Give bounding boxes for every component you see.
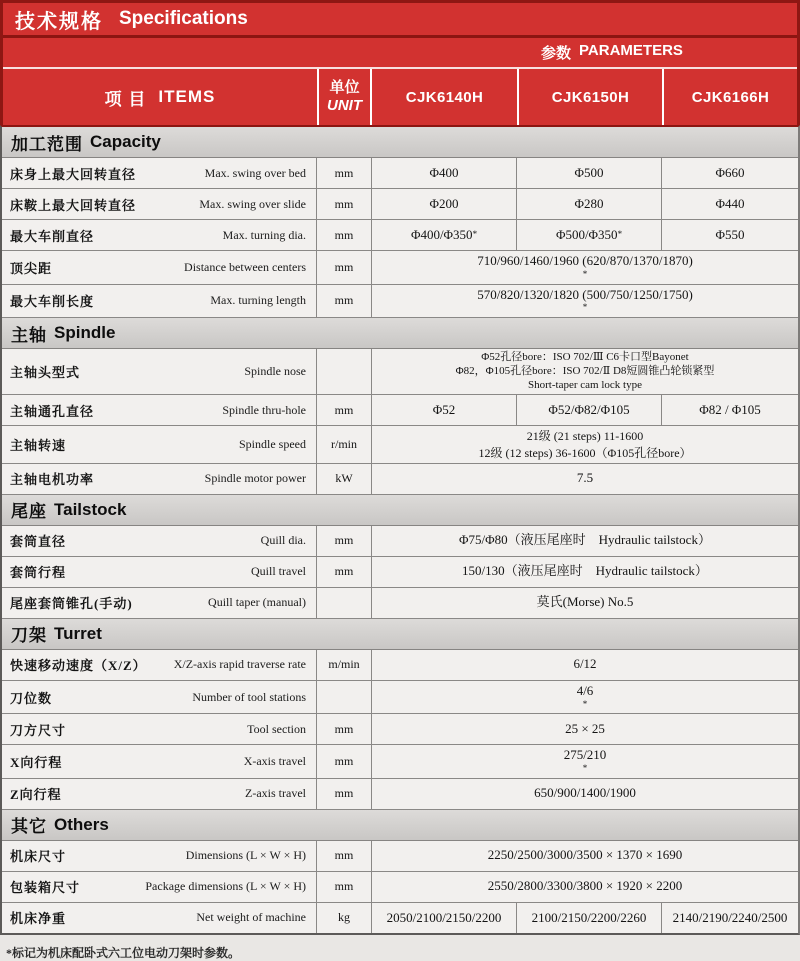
spec-unit-cell: mm bbox=[316, 251, 371, 284]
spec-item-label-zh: X向行程 bbox=[10, 755, 63, 771]
parameters-label-en: PARAMETERS bbox=[579, 42, 683, 59]
spec-item-cell bbox=[2, 650, 316, 680]
spec-item-label-zh: 主轴头型式 bbox=[10, 365, 81, 381]
spec-item-label-en: X/Z-axis rapid traverse rate bbox=[173, 657, 306, 672]
parameters-banner bbox=[3, 38, 797, 69]
page-title-en: Specifications bbox=[119, 8, 248, 29]
spec-row bbox=[2, 189, 798, 220]
spec-item-cell bbox=[2, 588, 316, 618]
spec-unit-cell: r/min bbox=[316, 426, 371, 462]
spec-unit-cell: mm bbox=[316, 526, 371, 556]
section-header bbox=[2, 619, 798, 650]
spec-unit-cell: mm bbox=[316, 872, 371, 902]
spec-item-cell bbox=[2, 285, 316, 318]
spec-value-cell: Φ82 / Φ105 bbox=[661, 395, 798, 425]
spec-value-line: Φ82，Φ105孔径bore：ISO 702/Ⅱ D8短圆锥凸轮锁紧型 bbox=[455, 364, 715, 377]
column-header-items bbox=[3, 69, 317, 125]
spec-value-cell: Φ500/Φ350 * bbox=[516, 220, 661, 250]
spec-item-cell bbox=[2, 779, 316, 809]
spec-value-line: Short-taper cam lock type bbox=[528, 378, 642, 391]
spec-unit-cell: mm bbox=[316, 395, 371, 425]
spec-unit-cell: mm bbox=[316, 557, 371, 587]
spec-value-line: Φ52孔径bore：ISO 702/Ⅲ C6卡口型Bayonet bbox=[481, 351, 689, 364]
spec-unit-cell: mm bbox=[316, 189, 371, 219]
spec-unit-cell: mm bbox=[316, 285, 371, 318]
spec-table-body bbox=[0, 125, 800, 935]
spec-item-label-en: Net weight of machine bbox=[196, 910, 306, 925]
spec-value-cell: 2100/2150/2200/2260 bbox=[516, 903, 661, 933]
spec-unit-cell bbox=[316, 588, 371, 618]
spec-value-cell: Φ500 bbox=[516, 158, 661, 188]
table-header bbox=[0, 0, 800, 125]
spec-item-label-zh: 主轴电机功率 bbox=[10, 472, 95, 488]
spec-unit-cell: m/min bbox=[316, 650, 371, 680]
section-header bbox=[2, 318, 798, 349]
column-header-row bbox=[3, 69, 797, 125]
spec-item-label-en: Quill travel bbox=[251, 564, 306, 579]
spec-value-cell: Φ550 bbox=[661, 220, 798, 250]
spec-value-cell: 2050/2100/2150/2200 bbox=[371, 903, 516, 933]
section-header bbox=[2, 495, 798, 526]
section-title-en: Others bbox=[54, 814, 109, 834]
section-title-zh: 主轴 bbox=[11, 325, 47, 345]
spec-value-cell: 2550/2800/3300/3800 × 1920 × 2200 bbox=[371, 872, 798, 902]
spec-value-cell: 4/6 * bbox=[371, 681, 798, 714]
spec-item-label-en: Distance between centers bbox=[184, 259, 306, 274]
spec-value-cell: 莫氏(Morse) No.5 bbox=[371, 588, 798, 618]
column-header-unit bbox=[317, 69, 372, 125]
spec-item-label-en: Dimensions (L × W × H) bbox=[185, 848, 306, 863]
spec-item-cell bbox=[2, 426, 316, 462]
spec-row bbox=[2, 464, 798, 495]
spec-value-line: 12级 (12 steps) 36-1600（Φ105孔径bore） bbox=[478, 445, 692, 460]
section-header bbox=[2, 810, 798, 841]
spec-row bbox=[2, 285, 798, 319]
spec-item-cell bbox=[2, 681, 316, 714]
spec-value-cell: 275/210 * bbox=[371, 745, 798, 778]
spec-row bbox=[2, 650, 798, 681]
section-title-zh: 刀架 bbox=[11, 626, 47, 646]
spec-item-label-zh: 刀位数 bbox=[10, 690, 53, 706]
asterisk-marker: * bbox=[582, 698, 588, 709]
spec-unit-cell: kg bbox=[316, 903, 371, 933]
spec-item-label-zh: 床身上最大回转直径 bbox=[10, 166, 137, 182]
section-title-en: Spindle bbox=[54, 323, 116, 343]
spec-item-label-zh: 套筒直径 bbox=[10, 534, 67, 550]
spec-item-label-zh: 套筒行程 bbox=[10, 565, 67, 581]
spec-row bbox=[2, 557, 798, 588]
column-header-model-cjk6140h: CJK6140H bbox=[405, 88, 484, 106]
spec-unit-cell bbox=[316, 349, 371, 394]
spec-value-cell: 150/130（液压尾座时 Hydraulic tailstock） bbox=[371, 557, 798, 587]
column-header-model-cjk6150h: CJK6150H bbox=[517, 69, 662, 125]
asterisk-marker: * bbox=[582, 268, 588, 279]
spec-item-cell bbox=[2, 526, 316, 556]
spec-item-label-zh: 刀方尺寸 bbox=[10, 722, 67, 738]
spec-item-cell bbox=[2, 251, 316, 284]
spec-item-label-en: Max. swing over slide bbox=[199, 196, 306, 211]
spec-item-label-zh: 最大车削直径 bbox=[10, 228, 95, 244]
section-title-zh: 尾座 bbox=[11, 502, 47, 522]
section-header bbox=[2, 127, 798, 158]
asterisk-marker: * bbox=[582, 302, 588, 313]
spec-row bbox=[2, 779, 798, 810]
footnote: *标记为机床配卧式六工位电动刀架时参数。 bbox=[6, 945, 241, 960]
spec-row bbox=[2, 395, 798, 426]
spec-item-cell bbox=[2, 872, 316, 902]
spec-value-cell bbox=[371, 426, 798, 462]
spec-value-cell: 2250/2500/3000/3500 × 1370 × 1690 bbox=[371, 841, 798, 871]
spec-item-label-en: X-axis travel bbox=[243, 754, 306, 769]
asterisk-marker: * bbox=[582, 763, 588, 774]
spec-item-cell bbox=[2, 903, 316, 933]
spec-item-label-zh: Z向行程 bbox=[10, 787, 62, 803]
spec-item-label-zh: 包装箱尺寸 bbox=[10, 880, 81, 896]
spec-item-cell bbox=[2, 464, 316, 494]
section-title-en: Capacity bbox=[90, 132, 161, 151]
spec-item-label-zh: 主轴转速 bbox=[10, 438, 67, 454]
spec-value-cell: 570/820/1320/1820 (500/750/1250/1750) * bbox=[371, 285, 798, 318]
spec-unit-cell: kW bbox=[316, 464, 371, 494]
spec-item-cell bbox=[2, 189, 316, 219]
spec-row bbox=[2, 158, 798, 189]
spec-item-label-en: Spindle nose bbox=[244, 364, 306, 379]
spec-item-label-en: Number of tool stations bbox=[192, 689, 306, 704]
spec-value-cell: 25 × 25 bbox=[371, 714, 798, 744]
spec-row bbox=[2, 872, 798, 903]
spec-unit-cell: mm bbox=[316, 779, 371, 809]
spec-item-cell bbox=[2, 395, 316, 425]
spec-item-label-en: Max. turning dia. bbox=[222, 227, 306, 242]
spec-item-cell bbox=[2, 557, 316, 587]
spec-row bbox=[2, 251, 798, 285]
spec-value-line: 21级 (21 steps) 11-1600 bbox=[526, 429, 644, 444]
spec-value-cell: Φ440 bbox=[661, 189, 798, 219]
spec-value-cell: 6/12 bbox=[371, 650, 798, 680]
spec-unit-cell: mm bbox=[316, 714, 371, 744]
asterisk-marker: * bbox=[617, 229, 623, 239]
spec-row bbox=[2, 426, 798, 463]
spec-value-cell: Φ200 bbox=[371, 189, 516, 219]
spec-item-label-zh: 最大车削长度 bbox=[10, 294, 95, 310]
spec-value-cell: Φ400 bbox=[371, 158, 516, 188]
parameters-label-zh: 参数 bbox=[541, 45, 572, 62]
section-title-zh: 加工范围 bbox=[11, 134, 83, 154]
spec-item-label-en: Max. turning length bbox=[210, 293, 306, 308]
spec-row bbox=[2, 220, 798, 251]
spec-value-cell: 7.5 bbox=[371, 464, 798, 494]
spec-item-cell bbox=[2, 220, 316, 250]
spec-item-cell bbox=[2, 158, 316, 188]
spec-item-label-zh: 主轴通孔直径 bbox=[10, 403, 95, 419]
spec-item-label-en: Package dimensions (L × W × H) bbox=[145, 879, 306, 894]
spec-row bbox=[2, 841, 798, 872]
spec-unit-cell bbox=[316, 681, 371, 714]
spec-value-cell: Φ52/Φ82/Φ105 bbox=[516, 395, 661, 425]
spec-row bbox=[2, 714, 798, 745]
spec-unit-cell: mm bbox=[316, 158, 371, 188]
spec-item-label-en: Z-axis travel bbox=[245, 786, 306, 801]
page-title-zh: 技术规格 bbox=[15, 10, 103, 33]
spec-item-label-zh: 床鞍上最大回转直径 bbox=[10, 197, 137, 213]
section-title-en: Turret bbox=[54, 623, 102, 643]
spec-row bbox=[2, 526, 798, 557]
spec-item-label-en: Spindle thru-hole bbox=[222, 402, 306, 417]
title-banner bbox=[3, 3, 797, 38]
spec-unit-cell: mm bbox=[316, 745, 371, 778]
spec-item-label-zh: 尾座套筒锥孔(手动) bbox=[10, 596, 133, 612]
spec-item-cell bbox=[2, 841, 316, 871]
spec-value-cell: Φ280 bbox=[516, 189, 661, 219]
spec-value-cell: 710/960/1460/1960 (620/870/1370/1870) * bbox=[371, 251, 798, 284]
asterisk-marker: * bbox=[472, 229, 478, 239]
spec-item-cell bbox=[2, 714, 316, 744]
spec-row bbox=[2, 349, 798, 395]
spec-item-label-zh: 机床尺寸 bbox=[10, 849, 67, 865]
unit-header-zh: 单位 bbox=[329, 79, 360, 96]
spec-row bbox=[2, 903, 798, 933]
parameters-label bbox=[541, 42, 683, 63]
spec-item-label-zh: 快速移动速度（X/Z） bbox=[10, 658, 147, 674]
spec-value-cell: 650/900/1400/1900 bbox=[371, 779, 798, 809]
column-header-model-cjk6166h: CJK6166H bbox=[662, 69, 797, 125]
items-header-en: ITEMS bbox=[158, 87, 216, 106]
spec-value-cell: Φ660 bbox=[661, 158, 798, 188]
spec-unit-cell: mm bbox=[316, 220, 371, 250]
spec-item-label-zh: 机床净重 bbox=[10, 911, 67, 927]
spec-item-label-en: Quill taper (manual) bbox=[208, 595, 306, 610]
spec-item-label-en: Quill dia. bbox=[260, 533, 306, 548]
spec-item-cell bbox=[2, 745, 316, 778]
items-header-zh: 项 目 bbox=[104, 89, 147, 109]
spec-item-label-zh: 顶尖距 bbox=[10, 260, 53, 276]
spec-item-label-en: Spindle motor power bbox=[204, 471, 306, 486]
spec-value-cell: Φ75/Φ80（液压尾座时 Hydraulic tailstock） bbox=[371, 526, 798, 556]
spec-row bbox=[2, 588, 798, 619]
section-title-zh: 其它 bbox=[11, 817, 47, 837]
spec-value-cell bbox=[371, 349, 798, 394]
spec-item-label-en: Spindle speed bbox=[239, 437, 306, 452]
spec-row bbox=[2, 681, 798, 715]
spec-item-label-en: Max. swing over bed bbox=[204, 165, 306, 180]
spec-item-cell bbox=[2, 349, 316, 394]
spec-unit-cell: mm bbox=[316, 841, 371, 871]
spec-value-cell: 2140/2190/2240/2500 bbox=[661, 903, 798, 933]
spec-item-label-en: Tool section bbox=[247, 721, 306, 736]
spec-value-cell: Φ52 bbox=[371, 395, 516, 425]
unit-header-en: UNIT bbox=[327, 97, 362, 114]
spec-row bbox=[2, 745, 798, 779]
spec-value-cell: Φ400/Φ350 * bbox=[371, 220, 516, 250]
section-title-en: Tailstock bbox=[54, 499, 127, 519]
